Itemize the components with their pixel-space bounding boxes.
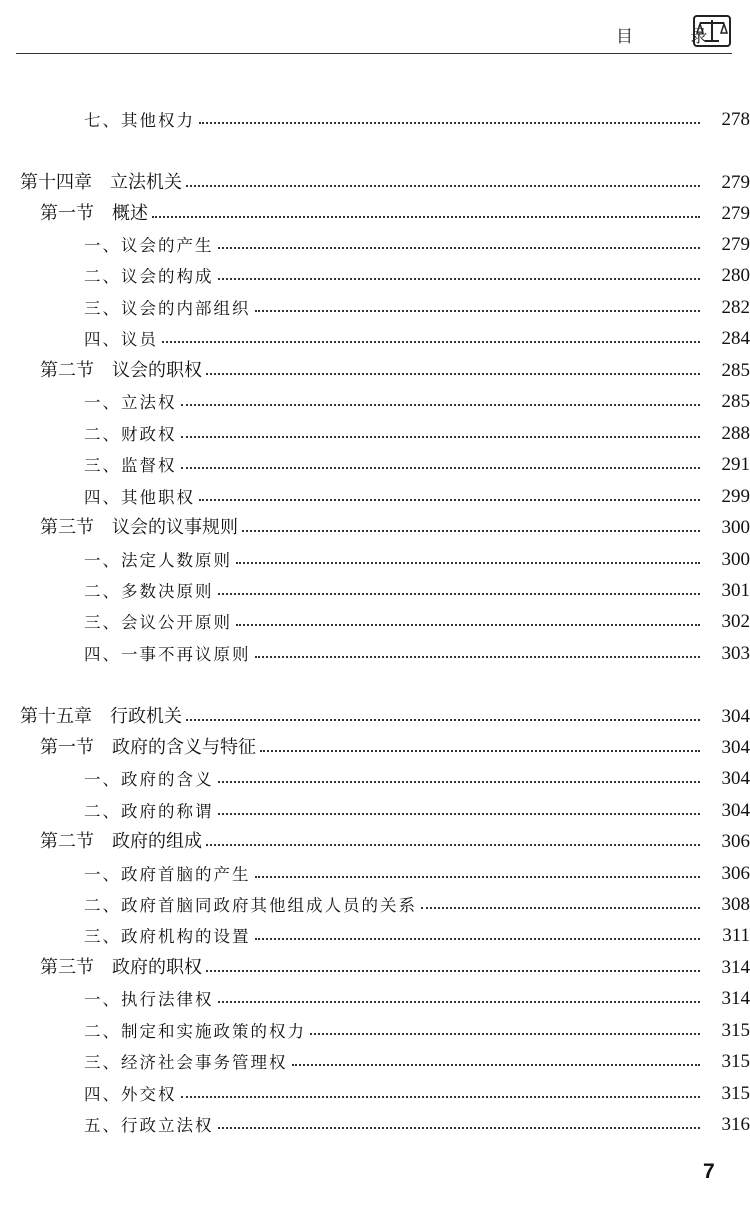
dot-leader <box>255 876 701 878</box>
dot-leader <box>186 719 700 721</box>
dot-leader <box>181 467 701 469</box>
dot-leader <box>310 1033 700 1035</box>
toc-entry[interactable] <box>0 634 750 665</box>
dot-leader <box>206 373 700 375</box>
toc-entry-page: 284 <box>721 328 750 349</box>
toc-entry-page: 300 <box>721 517 750 538</box>
dot-leader <box>218 781 701 783</box>
toc-entry[interactable] <box>0 822 750 853</box>
toc-entry[interactable] <box>0 602 750 633</box>
toc-entry-title: 第一节 概述 <box>40 203 148 224</box>
toc-entry[interactable] <box>0 885 750 916</box>
toc-entry-page: 303 <box>721 643 750 664</box>
dot-leader <box>218 593 701 595</box>
toc-entry-title: 一、执行法律权 <box>84 990 214 1009</box>
toc-entry[interactable] <box>0 414 750 445</box>
toc-entry-page: 304 <box>721 800 750 821</box>
toc-entry-title: 二、制定和实施政策的权力 <box>84 1022 306 1041</box>
toc-entry-page: 279 <box>721 234 750 255</box>
dot-leader <box>218 278 701 280</box>
toc-entry-page: 306 <box>721 863 750 884</box>
toc-entry-title: 三、监督权 <box>84 456 177 475</box>
dot-leader <box>181 436 701 438</box>
toc-entry[interactable] <box>0 225 750 256</box>
toc-entry-title: 第二节 议会的职权 <box>40 360 202 381</box>
toc-entry[interactable] <box>0 288 750 319</box>
toc-entry-title: 二、议会的构成 <box>84 267 214 286</box>
toc-entry-title: 二、政府的称谓 <box>84 802 214 821</box>
toc-entry[interactable] <box>0 256 750 287</box>
toc-entry-page: 314 <box>721 988 750 1009</box>
toc-entry-page: 315 <box>721 1083 750 1104</box>
toc-entry[interactable] <box>0 1105 750 1136</box>
toc-entry-title: 第十四章 立法机关 <box>20 172 182 193</box>
toc-entry[interactable] <box>0 979 750 1010</box>
dot-leader <box>260 750 700 752</box>
toc-entry-page: 299 <box>721 486 750 507</box>
dot-leader <box>206 844 700 846</box>
toc-entry[interactable] <box>0 1042 750 1073</box>
toc-entry-title: 第三节 议会的议事规则 <box>40 517 238 538</box>
toc-entry-title: 四、其他职权 <box>84 488 195 507</box>
toc-entry-title: 一、政府首脑的产生 <box>84 865 251 884</box>
toc-entry-title: 一、政府的含义 <box>84 770 214 789</box>
toc-entry[interactable] <box>0 854 750 885</box>
toc-entry-page: 280 <box>721 265 750 286</box>
toc-entry-title: 七、其他权力 <box>84 111 195 130</box>
toc-entry[interactable] <box>0 351 750 382</box>
dot-leader <box>162 341 700 343</box>
toc-entry-title: 四、议员 <box>84 330 158 349</box>
toc-entry[interactable] <box>0 697 750 728</box>
toc-entry-page: 300 <box>721 549 750 570</box>
toc-entry[interactable] <box>0 194 750 225</box>
toc-entry-title: 四、外交权 <box>84 1085 177 1104</box>
toc-entry-page: 308 <box>721 894 750 915</box>
toc-entry-page: 315 <box>721 1051 750 1072</box>
toc-entry-page: 278 <box>721 109 750 130</box>
dot-leader <box>421 907 700 909</box>
header-rule <box>16 53 732 54</box>
toc-entry-page: 279 <box>721 203 750 224</box>
toc-entry[interactable] <box>0 1074 750 1105</box>
toc-entry-page: 291 <box>721 454 750 475</box>
dot-leader <box>218 247 701 249</box>
toc-entry[interactable] <box>0 916 750 947</box>
toc-entry-page: 304 <box>721 737 750 758</box>
dot-leader <box>292 1064 701 1066</box>
toc-entry-page: 316 <box>721 1114 750 1135</box>
toc-entry[interactable] <box>0 571 750 602</box>
toc-entry-title: 三、会议公开原则 <box>84 613 232 632</box>
toc-entry-title: 第一节 政府的含义与特征 <box>40 737 256 758</box>
toc-entry-title: 四、一事不再议原则 <box>84 645 251 664</box>
dot-leader <box>199 122 700 124</box>
toc-entry-title: 三、经济社会事务管理权 <box>84 1053 288 1072</box>
toc-entry[interactable] <box>0 759 750 790</box>
toc-entry-title: 一、议会的产生 <box>84 236 214 255</box>
toc-entry-title: 第二节 政府的组成 <box>40 831 202 852</box>
toc-entry[interactable] <box>0 445 750 476</box>
scales-of-justice-icon <box>692 14 732 48</box>
header-title: 目 录 <box>616 27 734 47</box>
dot-leader <box>218 813 701 815</box>
toc-entry[interactable] <box>0 382 750 413</box>
toc-entry-page: 285 <box>721 391 750 412</box>
toc-entry-title: 三、政府机构的设置 <box>84 927 251 946</box>
toc-entry-page: 304 <box>721 768 750 789</box>
toc-entry-title: 三、议会的内部组织 <box>84 299 251 318</box>
toc-entry-page: 282 <box>721 297 750 318</box>
toc-entry-title: 二、多数决原则 <box>84 582 214 601</box>
toc-entry-title: 二、政府首脑同政府其他组成人员的关系 <box>84 896 417 915</box>
dot-leader <box>218 1001 701 1003</box>
dot-leader <box>152 216 700 218</box>
toc-entry[interactable] <box>0 163 750 194</box>
toc-entry-page: 301 <box>721 580 750 601</box>
toc-entry-page: 306 <box>721 831 750 852</box>
toc-entry[interactable] <box>0 540 750 571</box>
toc-entry[interactable] <box>0 948 750 979</box>
toc-entry-title: 第三节 政府的职权 <box>40 957 202 978</box>
dot-leader <box>255 656 701 658</box>
toc-entry[interactable] <box>0 508 750 539</box>
dot-leader <box>181 1096 701 1098</box>
toc-entry-title: 一、法定人数原则 <box>84 551 232 570</box>
page-number: 7 <box>703 1160 715 1183</box>
dot-leader <box>236 624 700 626</box>
dot-leader <box>242 530 700 532</box>
dot-leader <box>206 970 700 972</box>
dot-leader <box>218 1127 701 1129</box>
toc-entry[interactable] <box>0 319 750 350</box>
dot-leader <box>181 404 701 406</box>
toc-entry-title: 二、财政权 <box>84 425 177 444</box>
dot-leader <box>186 185 700 187</box>
dot-leader <box>199 499 700 501</box>
toc-entry-page: 314 <box>721 957 750 978</box>
toc-entry[interactable] <box>0 1011 750 1042</box>
toc-entry-page: 304 <box>721 706 750 727</box>
toc-entry-title: 第十五章 行政机关 <box>20 706 182 727</box>
toc-entry-page: 311 <box>722 925 750 946</box>
toc-entry-title: 一、立法权 <box>84 393 177 412</box>
toc-entry[interactable] <box>0 728 750 759</box>
toc-entry-page: 302 <box>721 611 750 632</box>
toc-entry[interactable] <box>0 477 750 508</box>
toc-entry-page: 279 <box>721 172 750 193</box>
toc-entry[interactable] <box>0 791 750 822</box>
toc-entry-page: 315 <box>721 1020 750 1041</box>
dot-leader <box>255 938 701 940</box>
toc-entry[interactable] <box>0 100 750 131</box>
dot-leader <box>255 310 701 312</box>
toc-entry-page: 288 <box>721 423 750 444</box>
toc-entry-page: 285 <box>721 360 750 381</box>
toc-entry-title: 五、行政立法权 <box>84 1116 214 1135</box>
dot-leader <box>236 562 700 564</box>
